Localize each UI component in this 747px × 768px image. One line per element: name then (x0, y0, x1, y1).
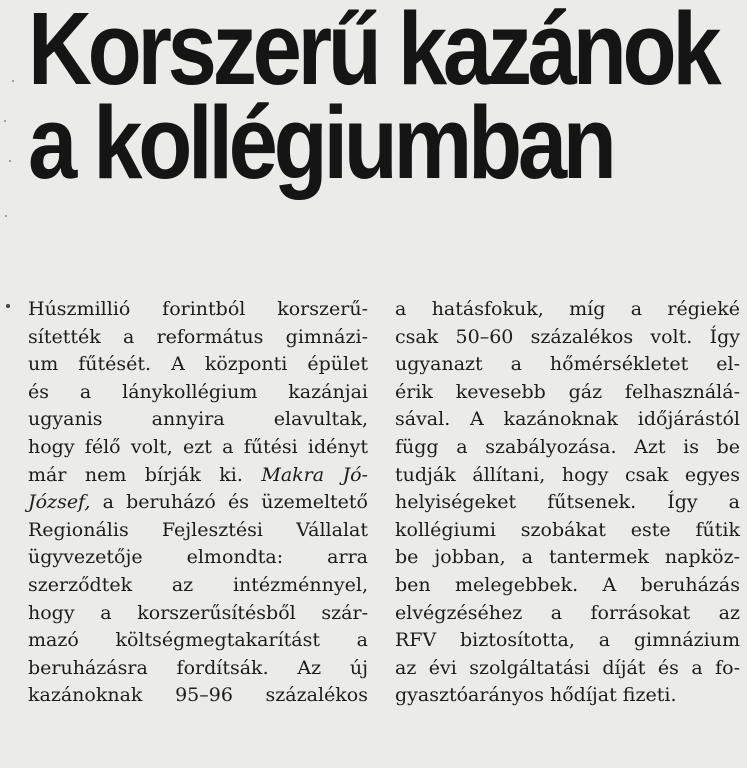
text-line: gyasztóarányos hődíjat fizeti. (395, 684, 677, 707)
text-line: beruházásra fordítsák. Az új (28, 656, 368, 679)
text-line: tudják állítani, hogy csak egyes (395, 463, 740, 486)
text-line: ben melegebbek. A beruházás (395, 573, 740, 596)
text-line: sával. A kazánoknak időjárástól (395, 408, 740, 431)
headline (28, 0, 718, 200)
text-line-with-name (28, 462, 368, 490)
text-line: szerződtek az intézménnyel, (28, 573, 368, 596)
text-line: hogy a korszerűsítésből szár- (28, 601, 368, 624)
text-line: a hatásfokuk, míg a régieké (395, 298, 740, 320)
text-line: RFV biztosította, a gimnázium (395, 629, 740, 652)
text-fragment: a beruházó és üzemeltető (90, 491, 368, 514)
text-line: ugyanis annyira elavultak, (28, 408, 368, 431)
headline-line-1: Korszerű kazánok (28, 0, 718, 106)
text-line: érik kevesebb gáz felhasználá- (395, 380, 740, 403)
scan-speck (12, 80, 14, 82)
text-line-with-name (28, 489, 368, 517)
article-column-left (28, 296, 368, 710)
text-line: Regionális Fejlesztési Vállalat (28, 518, 368, 541)
person-name-part2: József, (28, 491, 91, 514)
text-line: be jobban, a tantermek napköz- (395, 546, 740, 569)
text-line: kazánoknak 95–96 százalékos (28, 684, 368, 707)
paragraph-bullet (6, 304, 10, 308)
text-line: csak 50–60 százalékos volt. Így (395, 325, 740, 348)
headline-line-2: a kollégiumban (28, 85, 613, 200)
text-line: helyiségeket fűtsenek. Így a (395, 491, 740, 514)
text-line: mazó költségmegtakarítást a (28, 629, 368, 652)
text-line: ugyanazt a hőmérsékletet el- (395, 353, 740, 376)
text-line: elvégzéséhez a forrásokat az (395, 601, 740, 624)
text-line: és a lánykollégium kazánjai (28, 380, 368, 403)
scan-speck (5, 215, 7, 217)
text-line: Húszmillió forintból korszerű- (28, 298, 368, 320)
text-line: az évi szolgáltatási díját és a fo- (395, 656, 740, 679)
text-line: sítették a református gimnázi- (28, 325, 368, 348)
scan-speck (9, 160, 11, 162)
text-line: ügyvezetője elmondta: arra (28, 546, 368, 569)
text-line: um fűtését. A központi épület (28, 353, 368, 376)
article-column-right (395, 296, 740, 710)
text-line: kollégiumi szobákat este fűtik (395, 518, 740, 541)
person-name-part1: Makra Jó- (261, 463, 368, 486)
text-line: függ a szabályozása. Azt is be (395, 435, 740, 458)
text-fragment: már nem bírják ki. (28, 463, 243, 486)
text-line: hogy félő volt, ezt a fűtési idényt (28, 435, 368, 458)
scan-speck (4, 120, 6, 122)
